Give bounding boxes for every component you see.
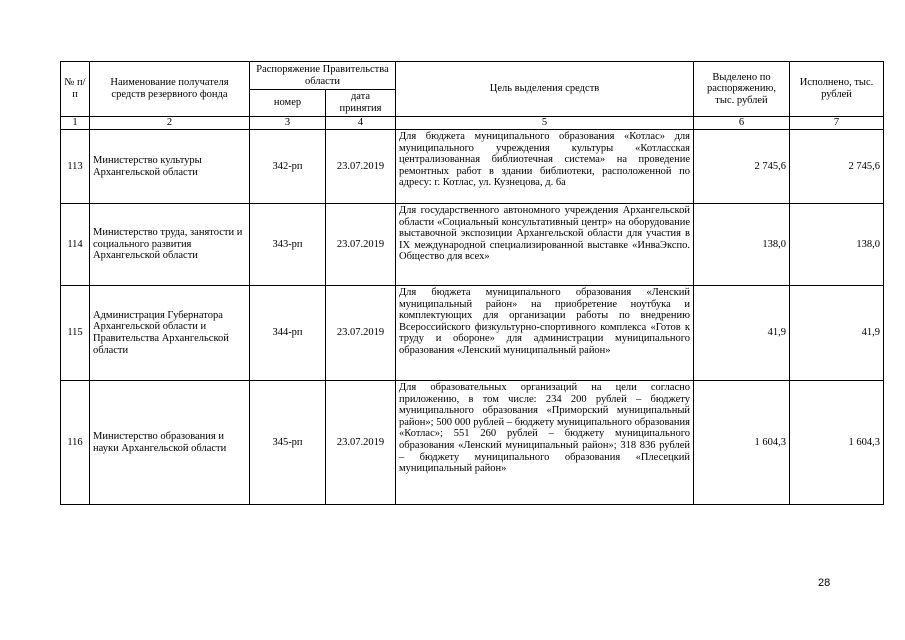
- row-allocated: 41,9: [694, 286, 790, 381]
- row-recipient: Администрация Губернатора Архангельской области и Правительства Архангельской области: [90, 286, 250, 381]
- table-row: [61, 286, 884, 381]
- row-order-date: 23.07.2019: [326, 381, 396, 505]
- row-purpose: Для образовательных организаций на цели согласно приложению, в том числе: 234 200 рублей – бюджету муниципального образования «Приморский муниципальный район»; 500 000 рублей – бюджету муниципального образования «Котлас»; 551 260 рублей – бюджету муниципального образования «Ленский муниципальный район»; 318 836 рублей – бюджету муниципального образования «Плесецкий муниципальный район»: [396, 381, 694, 505]
- column-number: 3: [250, 117, 326, 130]
- reserve-fund-table: [60, 61, 884, 505]
- header-order-group: Распоряжение Правительства области: [250, 62, 396, 90]
- row-allocated: 2 745,6: [694, 130, 790, 204]
- row-executed: 1 604,3: [790, 381, 884, 505]
- column-number: 2: [90, 117, 250, 130]
- row-purpose: Для государственного автономного учреждения Архангельской области «Социальный консультативный центр» на оборудование выставочной экспозиции Архангельской области для участия в IX международной специализированной выставке «ИнваЭкспо. Общество для всех»: [396, 204, 694, 286]
- row-order-number: 345-рп: [250, 381, 326, 505]
- row-order-date: 23.07.2019: [326, 286, 396, 381]
- column-number: 1: [61, 117, 90, 130]
- row-num: 116: [61, 381, 90, 505]
- row-purpose: Для бюджета муниципального образования «Ленский муниципальный район» на приобретение ноутбука и комплектующих для организации работы по внедрению Всероссийского физкультурно-спортивного комплекса «Готов к труду и обороне» для администрации муниципального образования «Ленский муниципальный район»: [396, 286, 694, 381]
- column-number: 6: [694, 117, 790, 130]
- column-number: 4: [326, 117, 396, 130]
- column-number: 5: [396, 117, 694, 130]
- header-num: № п/п: [61, 62, 90, 117]
- header-order-date: дата принятия: [326, 90, 396, 117]
- row-recipient: Министерство труда, занятости и социального развития Архангельской области: [90, 204, 250, 286]
- row-allocated: 1 604,3: [694, 381, 790, 505]
- row-executed: 41,9: [790, 286, 884, 381]
- header-order-number: номер: [250, 90, 326, 117]
- row-num: 113: [61, 130, 90, 204]
- row-recipient: Министерство культуры Архангельской области: [90, 130, 250, 204]
- row-num: 115: [61, 286, 90, 381]
- column-number: 7: [790, 117, 884, 130]
- header-allocated: Выделено по распоряжению, тыс. рублей: [694, 62, 790, 117]
- column-number-row: [61, 117, 884, 130]
- row-order-date: 23.07.2019: [326, 204, 396, 286]
- header-recipient: Наименование получателя средств резервного фонда: [90, 62, 250, 117]
- row-purpose: Для бюджета муниципального образования «Котлас» для муниципального учреждения культуры «Котласская централизованная библиотечная система» на проведение ремонтных работ в здании библиотеки, расположенной по адресу: г. Котлас, ул. Кузнецова, д. 6а: [396, 130, 694, 204]
- row-allocated: 138,0: [694, 204, 790, 286]
- row-num: 114: [61, 204, 90, 286]
- row-executed: 2 745,6: [790, 130, 884, 204]
- header-purpose: Цель выделения средств: [396, 62, 694, 117]
- table-row: [61, 381, 884, 505]
- page-number: 28: [818, 577, 831, 589]
- row-order-number: 342-рп: [250, 130, 326, 204]
- row-order-number: 344-рп: [250, 286, 326, 381]
- header-executed: Исполнено, тыс. рублей: [790, 62, 884, 117]
- row-executed: 138,0: [790, 204, 884, 286]
- row-recipient: Министерство образования и науки Архангельской области: [90, 381, 250, 505]
- table-row: [61, 204, 884, 286]
- row-order-number: 343-рп: [250, 204, 326, 286]
- table-row: [61, 130, 884, 204]
- row-order-date: 23.07.2019: [326, 130, 396, 204]
